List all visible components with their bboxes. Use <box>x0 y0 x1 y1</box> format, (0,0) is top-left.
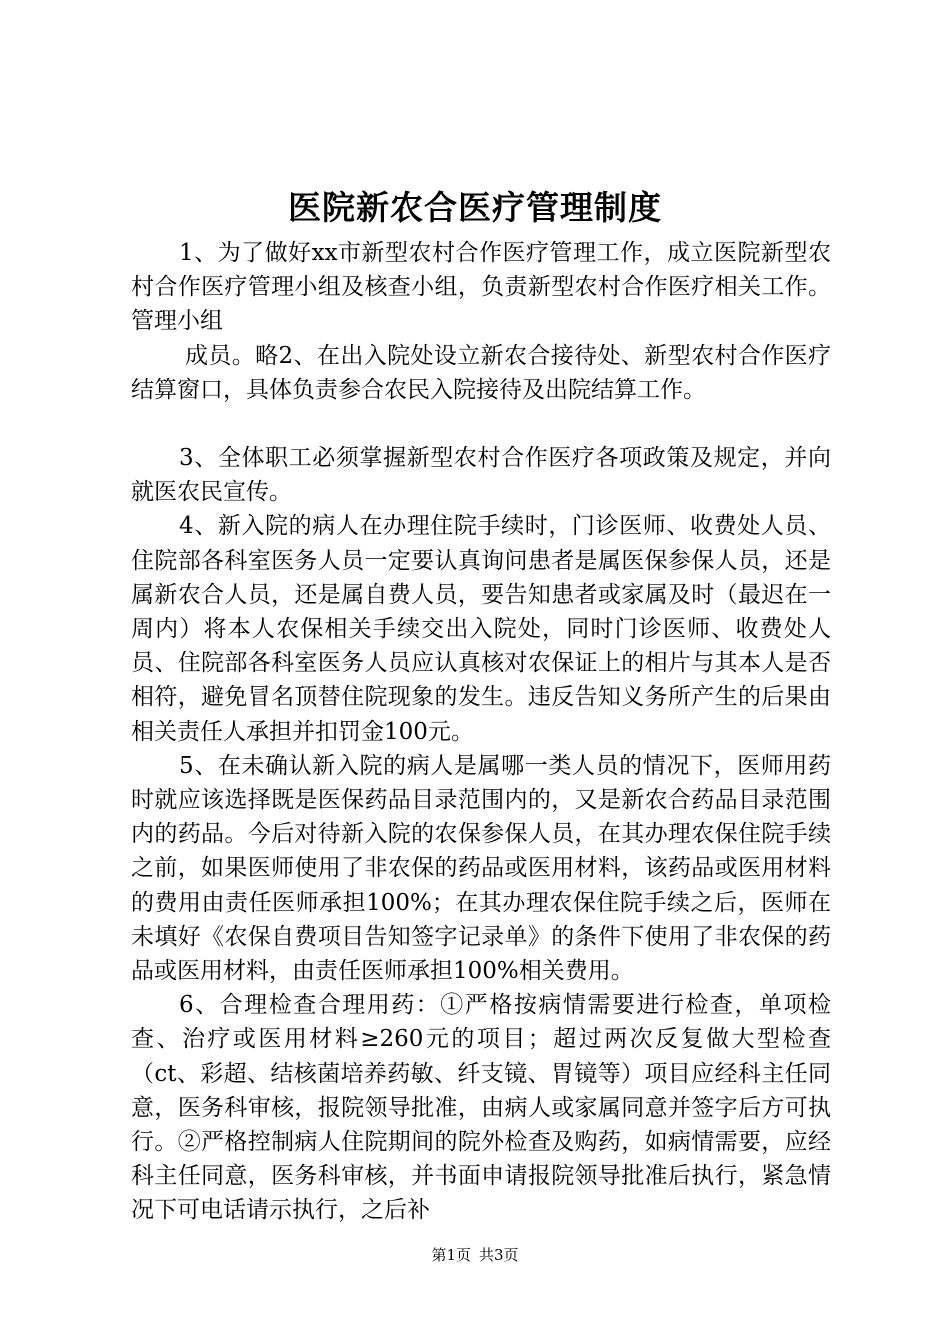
page-footer <box>0 1245 950 1265</box>
paragraph-spacer <box>131 407 831 441</box>
paragraph-2: 成员。略2、在出入院处设立新农合接待处、新型农村合作医疗结算窗口，具体负责参合农民入院接待及出院结算工作。 <box>131 342 831 403</box>
document-body <box>131 236 831 1228</box>
paragraph-5: 5、在未确认新入院的病人是属哪一类人员的情况下，医师用药时就应该选择既是医保药品目录范围内的，又是新农合药品目录范围内的药品。今后对待新入院的农保参保人员，在其办理农保住院手续之前，如果医师使用了非农保的药品或医用材料，该药品或医用材料的费用由责任医师承担100%；在其办理农保住院手续之后，医师在未填好《农保自费项目告知签字记录单》的条件下使用了非农保的药品或医用材料，由责任医师承担100%相关费用。 <box>131 752 831 985</box>
paragraph-6: 6、合理检查合理用药：①严格按病情需要进行检查，单项检查、治疗或医用材料≥260元的项目；超过两次反复做大型检查（ct、彩超、结核菌培养药敏、纤支镜、胃镜等）项目应经科主任同意，医务科审核，报院领导批准，由病人或家属同意并签字后方可执行。②严格控制病人住院期间的院外检查及购药，如病情需要，应经科主任同意，医务科审核，并书面申请报院领导批准后执行，紧急情况下可电话请示执行，之后补 <box>131 992 831 1224</box>
paragraph-4: 4、新入院的病人在办理住院手续时，门诊医师、收费处人员、住院部各科室医务人员一定要认真询问患者是属医保参保人员，还是属新农合人员，还是属自费人员，要告知患者或家属及时（最迟在一周内）将本人农保相关手续交出入院处，同时门诊医师、收费处人员、住院部各科室医务人员应认真核对农保证上的相片与其本人是否相符，避免冒名顶替住院现象的发生。违反告知义务所产生的后果由相关责任人承担并扣罚金100元。 <box>131 513 831 745</box>
paragraph-3: 3、全体职工必须掌握新型农村合作医疗各项政策及规定，并向就医农民宣传。 <box>131 445 831 506</box>
page-number: 第1页 <box>431 1246 471 1264</box>
page-total: 共3页 <box>479 1246 519 1264</box>
document-title: 医院新农合医疗管理制度 <box>288 188 662 227</box>
paragraph-1: 1、为了做好xx市新型农村合作医疗管理工作，成立医院新型农村合作医疗管理小组及核查小组，负责新型农村合作医疗相关工作。管理小组 <box>131 240 831 335</box>
